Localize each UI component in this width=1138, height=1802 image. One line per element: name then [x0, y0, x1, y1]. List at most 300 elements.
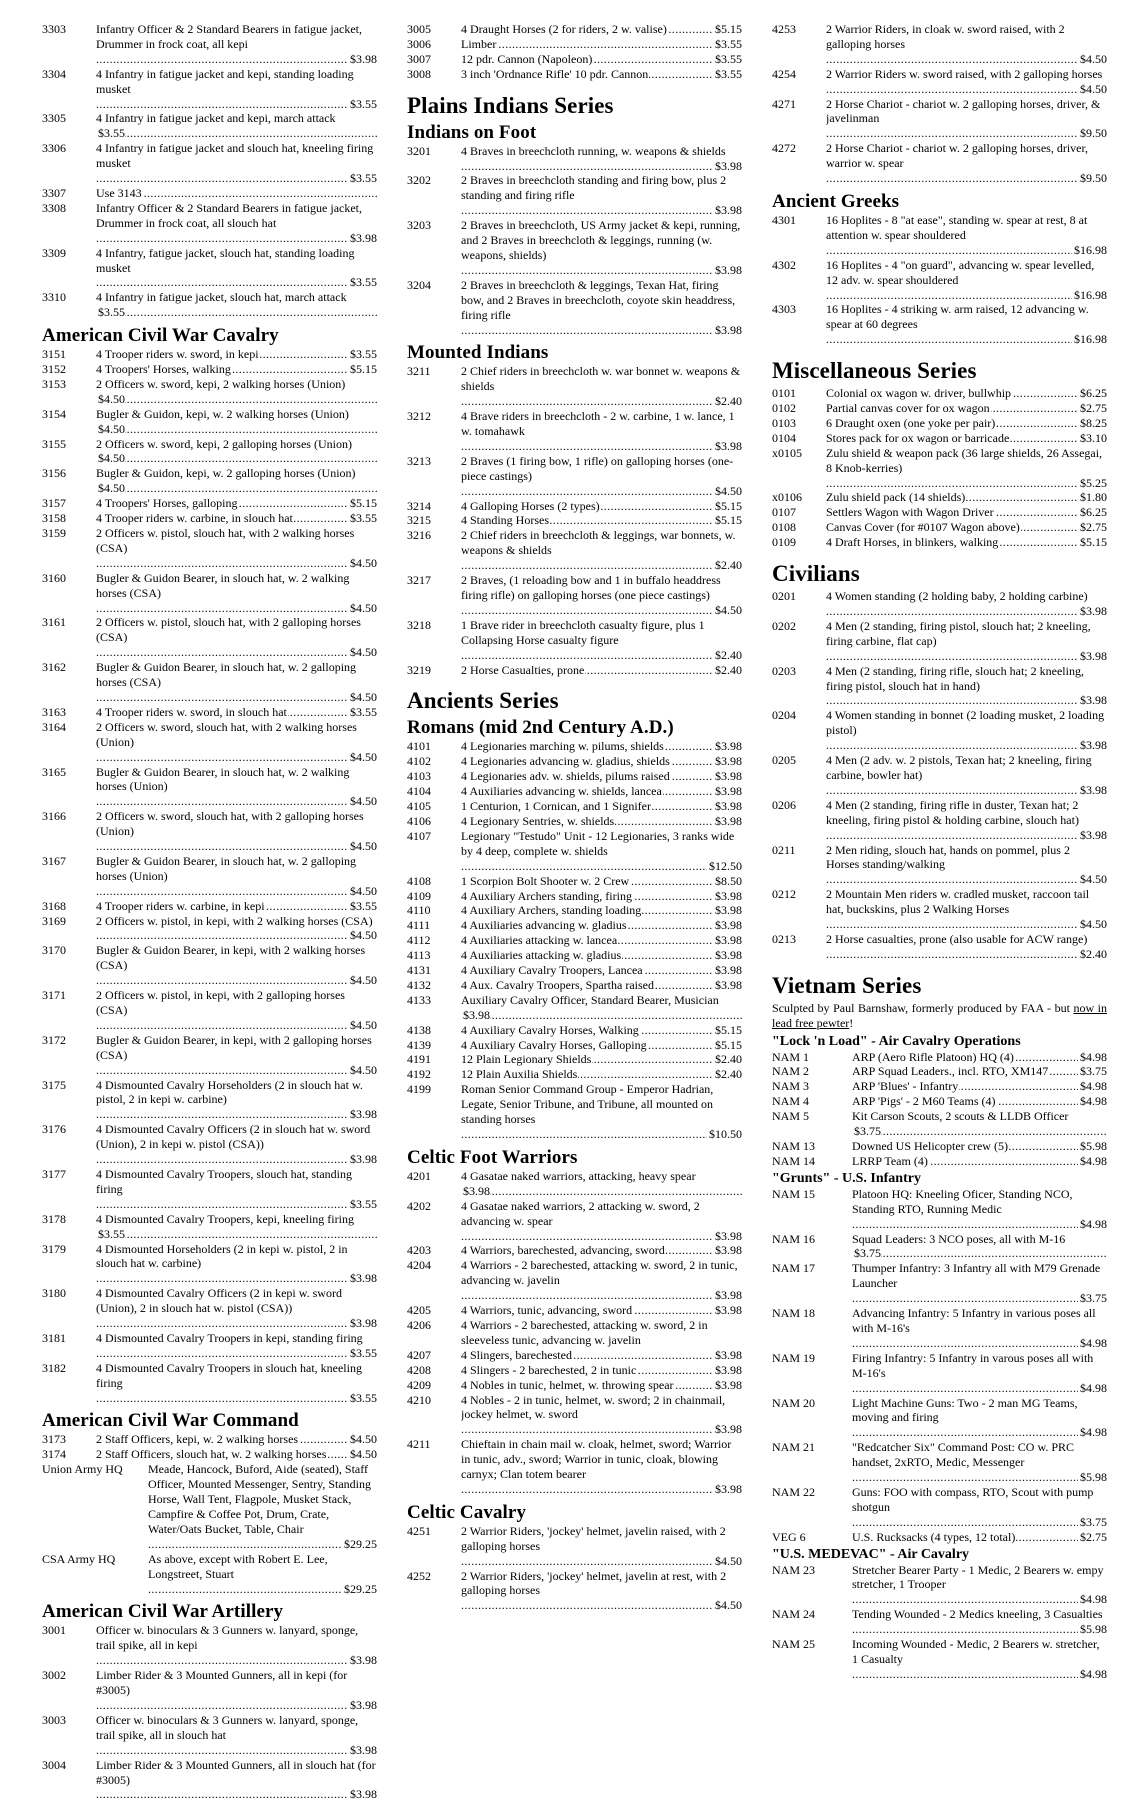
item-code: 4106 — [407, 813, 431, 828]
item-price: $4.50 — [350, 928, 377, 943]
item-description: Partial canvas cover for ox wagon — [826, 401, 990, 416]
item-description: 4 Legionaries advancing w. gladius, shields — [461, 754, 670, 769]
item-description: 4 Auxiliaries attacking w. lancea — [461, 933, 618, 948]
item-code: 3156 — [42, 466, 66, 481]
item-code: 3154 — [42, 406, 66, 421]
item-code: 4209 — [407, 1377, 431, 1392]
item-price: $10.50 — [709, 1127, 742, 1141]
item-code: 3164 — [42, 719, 66, 734]
item-code: 3217 — [407, 573, 431, 588]
catalog-item-3215 — [407, 513, 742, 528]
catalog-item-0204 — [772, 708, 1107, 753]
item-code: 3204 — [407, 277, 431, 292]
item-price: $4.98 — [1080, 1079, 1107, 1094]
item-code: 4192 — [407, 1067, 431, 1082]
item-description: ARP 'Blues' - Infantry — [852, 1079, 959, 1094]
item-description: 4 Slingers, barechested — [461, 1347, 572, 1362]
item-price: $5.15 — [1080, 535, 1107, 550]
item-code: 4101 — [407, 739, 431, 754]
catalog-item-3168 — [42, 899, 377, 914]
item-price: $29.25 — [344, 1536, 377, 1551]
catalog-item-nam-23 — [772, 1563, 1107, 1608]
catalog-item-3173 — [42, 1432, 377, 1447]
item-description: 4 Infantry in fatigue jacket and slouch hat, kneeling firing musket — [96, 141, 377, 171]
item-price: $16.98 — [1074, 332, 1107, 347]
catalog-item-4203 — [407, 1243, 742, 1258]
item-description: 2 Officers w. sword, kepi, 2 galloping horses (Union) — [96, 436, 352, 451]
section-heading: Ancient Greeks — [772, 190, 900, 212]
item-description: 2 Officers w. sword, kepi, 2 walking horses (Union) — [96, 376, 346, 391]
catalog-item-4106 — [407, 814, 742, 829]
item-description: 2 Officers w. sword, slouch hat, with 2 galloping horses (Union) — [96, 809, 377, 839]
item-code: 4111 — [407, 918, 431, 933]
item-description: 4 Auxiliary Archers, standing loading — [461, 903, 642, 918]
section-ancient-greeks — [772, 192, 1107, 347]
item-code: NAM 20 — [772, 1395, 816, 1410]
item-description: Kit Carson Scouts, 2 scouts & LLDB Officer — [852, 1109, 1069, 1124]
item-price: $3.55 — [350, 898, 377, 913]
item-price: $4.50 — [715, 1598, 742, 1613]
item-price: $3.98 — [715, 1422, 742, 1437]
item-price: $8.50 — [715, 873, 742, 888]
catalog-item-x0106 — [772, 490, 1107, 505]
catalog-item-0103 — [772, 416, 1107, 431]
item-code: 3212 — [407, 409, 431, 424]
item-description: 4 Dismounted Cavalry Officers (2 in slouch hat w. sword (Union), 2 in kepi w. pistol (CSA)) — [96, 1122, 377, 1152]
item-price: $29.25 — [344, 1581, 377, 1596]
catalog-item-4202 — [407, 1199, 742, 1244]
item-code: 3211 — [407, 364, 431, 379]
item-description: 4 Men (2 standing, firing pistol, slouch hat; 2 kneeling, firing carbine, flat cap) — [826, 619, 1107, 649]
item-description: Bugler & Guidon, kepi, w. 2 galloping horses (Union) — [96, 466, 356, 481]
item-code: 3008 — [407, 66, 431, 81]
item-description: 4 Infantry in fatigue jacket and kepi, standing loading musket — [96, 67, 377, 97]
item-description: 4 Draught Horses (2 for riders, 2 w. valise) — [461, 22, 667, 36]
catalog-item-3165 — [42, 765, 377, 810]
item-code: 3170 — [42, 943, 66, 958]
item-price: $6.25 — [1080, 505, 1107, 520]
item-price: $4.50 — [98, 391, 125, 406]
item-description: 4 Dismounted Cavalry Troopers in kepi, standing firing — [96, 1330, 363, 1345]
section-american-civil-war-artillery — [42, 1602, 377, 1802]
item-price: $4.50 — [350, 839, 377, 854]
catalog-item-4208 — [407, 1363, 742, 1378]
item-price: $8.25 — [1080, 415, 1107, 430]
item-price: $4.50 — [350, 600, 377, 615]
item-code: 4302 — [772, 257, 796, 272]
item-description: ARP 'Pigs' - 2 M60 Teams (4) — [852, 1094, 996, 1109]
catalog-item-3161 — [42, 615, 377, 660]
section-u-s-medevac-air-cavalry — [772, 1547, 1107, 1682]
item-description: 4 Brave riders in breechcloth - 2 w. carbine, 1 w. lance, 1 w. tomahawk — [461, 409, 742, 439]
catalog-item-3162 — [42, 660, 377, 705]
item-description: 12 pdr. Cannon (Napoleon) — [461, 51, 593, 66]
item-code: 3158 — [42, 511, 66, 526]
item-code: 3151 — [42, 347, 66, 362]
intro-text-end: ! — [849, 1015, 854, 1030]
item-code: 4109 — [407, 888, 431, 903]
catalog-item-4210 — [407, 1393, 742, 1438]
item-price: $4.50 — [1080, 81, 1107, 96]
catalog-item-3169 — [42, 914, 377, 944]
item-price: $4.50 — [350, 645, 377, 660]
catalog-item-union-army-hq — [42, 1462, 377, 1551]
catalog-item-4301 — [772, 213, 1107, 258]
item-description: 4 Trooper riders w. sword, in kepi — [96, 347, 259, 362]
catalog-column-1 — [42, 22, 377, 1802]
item-code: 3182 — [42, 1360, 66, 1375]
item-description: 4 Nobles in tunic, helmet, w. throwing spear — [461, 1377, 674, 1392]
catalog-item-3303 — [42, 22, 377, 67]
item-code: 0211 — [772, 842, 796, 857]
item-code: 4204 — [407, 1258, 431, 1273]
item-code: 0205 — [772, 753, 796, 768]
item-description: Bugler & Guidon Bearer, in slouch hat, w. 2 galloping horses (CSA) — [96, 660, 377, 690]
catalog-item-3158 — [42, 511, 377, 526]
item-description: 4 Auxiliaries attacking w. gladius — [461, 948, 622, 963]
item-code: 3162 — [42, 660, 66, 675]
catalog-item-3305 — [42, 111, 377, 141]
item-price: $9.50 — [1080, 126, 1107, 141]
catalog-item-nam-24 — [772, 1607, 1107, 1637]
item-code: 3215 — [407, 513, 431, 528]
item-description: 4 Trooper riders w. carbine, in kepi — [96, 898, 265, 913]
catalog-item-4204 — [407, 1258, 742, 1303]
item-description: 16 Hoplites - 4 "on guard", advancing w. spear levelled, 12 adv. w. spear shouldered — [826, 258, 1107, 288]
section-heading: Civilians — [772, 561, 860, 587]
item-description: 4 Dismounted Cavalry Officers (2 in kepi w. sword (Union), 2 in slouch hat w. pistol (CSA)) — [96, 1286, 377, 1316]
item-description: 2 Horse Chariot - chariot w. 2 galloping horses, driver, warrior w. spear — [826, 141, 1107, 171]
item-price: $3.55 — [98, 305, 125, 320]
item-description: Squad Leaders: 3 NCO poses, all with M-16 — [852, 1231, 1066, 1246]
item-code: 3218 — [407, 617, 431, 632]
catalog-item-4107 — [407, 829, 742, 874]
item-code: 0203 — [772, 663, 796, 678]
item-code: 3181 — [42, 1330, 66, 1345]
item-code: NAM 15 — [772, 1186, 816, 1201]
item-price: $3.98 — [350, 1697, 377, 1712]
catalog-item-csa-army-hq — [42, 1552, 377, 1597]
item-price: $2.75 — [1080, 520, 1107, 535]
item-code: 3308 — [42, 200, 66, 215]
catalog-item-4303 — [772, 302, 1107, 347]
item-code: 3007 — [407, 51, 431, 66]
catalog-item-nam-25 — [772, 1637, 1107, 1682]
section-continued — [772, 22, 1107, 186]
catalog-item-0202 — [772, 619, 1107, 664]
section-heading: American Civil War Cavalry — [42, 325, 279, 347]
catalog-item-4192 — [407, 1067, 742, 1082]
item-description: 2 Officers w. pistol, in kepi, with 2 walking horses (CSA) — [96, 913, 373, 928]
item-price: $4.50 — [350, 1017, 377, 1032]
item-description: 4 Dismounted Cavalry Troopers, slouch hat, standing firing — [96, 1167, 377, 1197]
item-description: Infantry Officer & 2 Standard Bearers in fatigue jacket, Drummer in frock coat, all kepi — [96, 22, 377, 52]
catalog-item-4251 — [407, 1524, 742, 1569]
item-code: 4202 — [407, 1198, 431, 1213]
catalog-item-3219 — [407, 663, 742, 678]
item-code: 3309 — [42, 245, 66, 260]
item-price: $4.98 — [1080, 1335, 1107, 1350]
item-code: 4191 — [407, 1052, 431, 1067]
item-code: 3178 — [42, 1211, 66, 1226]
item-code: 3160 — [42, 570, 66, 585]
catalog-item-0101 — [772, 386, 1107, 401]
item-code: 3003 — [42, 1712, 66, 1727]
catalog-item-3002 — [42, 1668, 377, 1713]
item-price: $3.98 — [715, 977, 742, 992]
item-code: 4102 — [407, 754, 431, 769]
item-code: 0201 — [772, 589, 796, 604]
item-price: $3.55 — [98, 1226, 125, 1241]
item-code: NAM 14 — [772, 1153, 816, 1168]
catalog-item-0109 — [772, 535, 1107, 550]
item-price: $4.98 — [1080, 1216, 1107, 1231]
catalog-item-veg-6 — [772, 1530, 1107, 1545]
item-code: NAM 18 — [772, 1306, 816, 1321]
section-grunts-u-s-infantry — [772, 1171, 1107, 1545]
catalog-item-nam-13 — [772, 1139, 1107, 1154]
item-price: $3.98 — [463, 1007, 490, 1022]
section-heading: Celtic Cavalry — [407, 1501, 527, 1523]
item-code: 4131 — [407, 963, 431, 978]
item-code: NAM 3 — [772, 1079, 810, 1094]
item-description: 2 Horse casualties, prone (also usable for ACW range) — [826, 931, 1088, 946]
item-code: 4104 — [407, 784, 431, 799]
item-code: 4205 — [407, 1303, 431, 1318]
catalog-item-3180 — [42, 1286, 377, 1331]
catalog-item-3001 — [42, 1623, 377, 1668]
catalog-item-4272 — [772, 141, 1107, 186]
catalog-item-4131 — [407, 963, 742, 978]
item-price: $9.50 — [1080, 171, 1107, 186]
catalog-item-3182 — [42, 1361, 377, 1406]
item-price: $5.15 — [715, 1037, 742, 1052]
item-price: $12.50 — [709, 858, 742, 873]
item-code: 3310 — [42, 290, 66, 305]
item-price: $2.40 — [715, 558, 742, 573]
section-heading: Celtic Foot Warriors — [407, 1146, 578, 1168]
catalog-item-4108 — [407, 874, 742, 889]
catalog-item-3217 — [407, 573, 742, 618]
item-price: $3.98 — [350, 1316, 377, 1331]
item-description: 4 Troopers' Horses, walking — [96, 362, 231, 377]
catalog-item-4191 — [407, 1052, 742, 1067]
catalog-item-3176 — [42, 1122, 377, 1167]
section-continued — [407, 22, 742, 82]
catalog-item-4206 — [407, 1318, 742, 1348]
item-price: $3.98 — [350, 51, 377, 66]
item-code: 3006 — [407, 36, 431, 51]
item-description: Bugler & Guidon Bearer, in kepi, with 2 walking horses (CSA) — [96, 943, 377, 973]
catalog-item-3164 — [42, 720, 377, 765]
item-code: 4271 — [772, 96, 796, 111]
item-price: $3.98 — [715, 813, 742, 828]
section-heading: Ancients Series — [407, 688, 559, 714]
item-price: $4.98 — [1080, 1425, 1107, 1440]
item-description: 4 Men (2 standing, firing rifle, slouch hat; 2 kneeling, firing pistol, slouch hat in hand) — [826, 664, 1107, 694]
item-description: Bugler & Guidon Bearer, in slouch hat, w. 2 walking horses (CSA) — [96, 571, 377, 601]
section-continued — [42, 22, 377, 320]
item-price: $3.98 — [715, 1377, 742, 1392]
item-description: 2 Braves in breechcloth, US Army jacket & kepi, running, and 2 Braves in breechcloth & leggings, running (w. weapons, shields) — [461, 218, 741, 262]
item-price: $3.75 — [1080, 1291, 1107, 1306]
item-price: $3.98 — [715, 799, 742, 814]
item-description: Firing Infantry: 5 Infantry in varous poses all with M-16's — [852, 1351, 1107, 1381]
catalog-item-3201 — [407, 144, 742, 174]
item-code: 4272 — [772, 141, 796, 156]
item-price: $2.40 — [1080, 946, 1107, 961]
item-description: ARP Squad Leaders., incl. RTO, XM147 — [852, 1064, 1049, 1079]
catalog-item-3167 — [42, 854, 377, 899]
item-description: 2 Braves in breechcloth standing and firing bow, plus 2 standing and firing rifle — [461, 173, 742, 203]
item-price: $3.75 — [854, 1124, 881, 1139]
item-price: $3.55 — [350, 1390, 377, 1405]
item-description: Auxiliary Cavalry Officer, Standard Bearer, Musician — [461, 992, 719, 1007]
catalog-item-4253 — [772, 22, 1107, 67]
item-code: 4203 — [407, 1243, 431, 1258]
item-code: 3172 — [42, 1032, 66, 1047]
item-code: NAM 16 — [772, 1231, 816, 1246]
item-code: 3153 — [42, 376, 66, 391]
catalog-item-0212 — [772, 887, 1107, 932]
item-price: $3.98 — [715, 769, 742, 784]
item-price: $3.75 — [1080, 1064, 1107, 1079]
item-price: $4.50 — [1080, 872, 1107, 887]
catalog-item-0104 — [772, 431, 1107, 446]
item-description: Legionary "Testudo" Unit - 12 Legionaries, 3 ranks wide by 4 deep, complete w. shields — [461, 829, 742, 859]
item-description: 4 Women standing in bonnet (2 loading musket, 2 loading pistol) — [826, 708, 1107, 738]
item-code: 4208 — [407, 1362, 431, 1377]
item-code: 0206 — [772, 797, 796, 812]
item-description: 2 Men riding, slouch hat, hands on pommel, plus 2 Horses standing/walking — [826, 843, 1107, 873]
catalog-item-0107 — [772, 505, 1107, 520]
catalog-item-3004 — [42, 1758, 377, 1802]
catalog-item-3174 — [42, 1447, 377, 1462]
item-code: NAM 25 — [772, 1637, 816, 1652]
catalog-item-nam-19 — [772, 1351, 1107, 1396]
section-civilians — [772, 562, 1107, 962]
catalog-item-3153 — [42, 377, 377, 407]
item-price: $6.25 — [1080, 386, 1107, 401]
item-price: $5.15 — [715, 22, 742, 36]
item-code: 3152 — [42, 362, 66, 377]
item-code: 3307 — [42, 185, 66, 200]
item-description: 4 Galloping Horses (2 types) — [461, 498, 600, 513]
item-price: $3.55 — [715, 66, 742, 81]
item-description: 4 Legionaries marching w. pilums, shields — [461, 739, 664, 754]
catalog-item-4132 — [407, 978, 742, 993]
item-code: 3180 — [42, 1286, 66, 1301]
item-description: 12 Plain Legionary Shields — [461, 1052, 592, 1067]
catalog-item-0205 — [772, 753, 1107, 798]
item-price: $3.98 — [715, 1288, 742, 1303]
item-price: $3.98 — [715, 262, 742, 277]
item-description: Guns: FOO with compass, RTO, Scout with pump shotgun — [852, 1485, 1107, 1515]
item-description: 4 Auxiliaries advancing w. gladius — [461, 918, 627, 933]
item-price: $2.75 — [1080, 401, 1107, 416]
item-code: 3159 — [42, 526, 66, 540]
item-description: Officer w. binoculars & 3 Gunners w. lanyard, sponge, trail spike, all in kepi — [96, 1623, 377, 1653]
item-description: 2 Officers w. sword, slouch hat, with 2 walking horses (Union) — [96, 720, 377, 750]
item-price: $4.50 — [715, 483, 742, 498]
item-price: $4.50 — [350, 555, 377, 570]
item-code: 4211 — [407, 1437, 431, 1452]
catalog-item-3156 — [42, 466, 377, 496]
catalog-item-3304 — [42, 67, 377, 112]
catalog-item-3309 — [42, 246, 377, 291]
item-price: $3.98 — [463, 1183, 490, 1198]
catalog-item-4271 — [772, 97, 1107, 142]
catalog-item-4101 — [407, 739, 742, 754]
section-ancients-series — [407, 689, 742, 712]
section-heading: Vietnam Series — [772, 972, 922, 998]
item-price: $3.75 — [854, 1246, 881, 1261]
catalog-item-4111 — [407, 918, 742, 933]
item-description: 4 Standing Horses — [461, 513, 549, 528]
item-price: $5.15 — [715, 498, 742, 513]
item-code: 3214 — [407, 498, 431, 513]
item-price: $5.15 — [350, 362, 377, 377]
item-price: $3.98 — [350, 1107, 377, 1122]
item-code: 3303 — [42, 22, 66, 36]
item-price: $3.98 — [350, 1787, 377, 1802]
catalog-item-0211 — [772, 843, 1107, 888]
item-code: 4132 — [407, 977, 431, 992]
catalog-item-3179 — [42, 1242, 377, 1287]
item-code: 3167 — [42, 853, 66, 868]
item-code: 0204 — [772, 708, 796, 723]
item-description: 4 Infantry in fatigue jacket and kepi, march attack — [96, 111, 336, 126]
item-code: NAM 23 — [772, 1562, 816, 1577]
item-code: 4112 — [407, 933, 431, 948]
item-code: 3161 — [42, 615, 66, 630]
item-description: 16 Hoplites - 8 "at ease", standing w. spear at rest, 8 at attention w. spear shouldered — [826, 213, 1107, 243]
item-price: $3.98 — [350, 1152, 377, 1167]
item-description: 4 Auxiliary Cavalry Horses, Galloping — [461, 1037, 647, 1052]
item-description: 4 Dismounted Horseholders (2 in kepi w. pistol, 2 in slouch hat w. carbine) — [96, 1242, 377, 1272]
item-code: 3171 — [42, 988, 66, 1003]
item-description: 4 Trooper riders w. sword, in slouch hat — [96, 704, 287, 719]
item-code: NAM 2 — [772, 1064, 810, 1079]
item-description: 2 Warrior Riders, 'jockey' helmet, javelin raised, with 2 galloping horses — [461, 1524, 742, 1554]
item-code: 0101 — [772, 386, 796, 401]
catalog-item-4138 — [407, 1023, 742, 1038]
item-code: 4301 — [772, 212, 796, 227]
catalog-item-nam-4 — [772, 1094, 1107, 1109]
item-code: NAM 17 — [772, 1261, 816, 1276]
item-code: VEG 6 — [772, 1529, 806, 1544]
section-intro — [772, 1001, 1107, 1031]
item-price: $3.98 — [715, 933, 742, 948]
item-price: $2.40 — [715, 394, 742, 409]
section-heading: Romans (mid 2nd Century A.D.) — [407, 717, 674, 739]
catalog-item-0206 — [772, 798, 1107, 843]
catalog-item-3006 — [407, 37, 742, 52]
item-price: $3.98 — [715, 918, 742, 933]
catalog-item-0203 — [772, 664, 1107, 709]
item-price: $5.15 — [350, 496, 377, 511]
item-description: 4 Auxiliary Archers standing, firing — [461, 888, 632, 903]
item-price: $5.25 — [1080, 475, 1107, 490]
section-heading: Plains Indians Series — [407, 92, 614, 118]
item-price: $16.98 — [1074, 287, 1107, 302]
section-american-civil-war-command — [42, 1411, 377, 1462]
item-description: Zulu shield & weapon pack (36 large shields, 26 Assegai, 8 Knob-kerries) — [826, 446, 1107, 476]
catalog-item-nam-21 — [772, 1440, 1107, 1485]
catalog-item-4139 — [407, 1038, 742, 1053]
catalog-item-nam-20 — [772, 1396, 1107, 1441]
item-description: Stores pack for ox wagon or barricade — [826, 430, 1010, 445]
